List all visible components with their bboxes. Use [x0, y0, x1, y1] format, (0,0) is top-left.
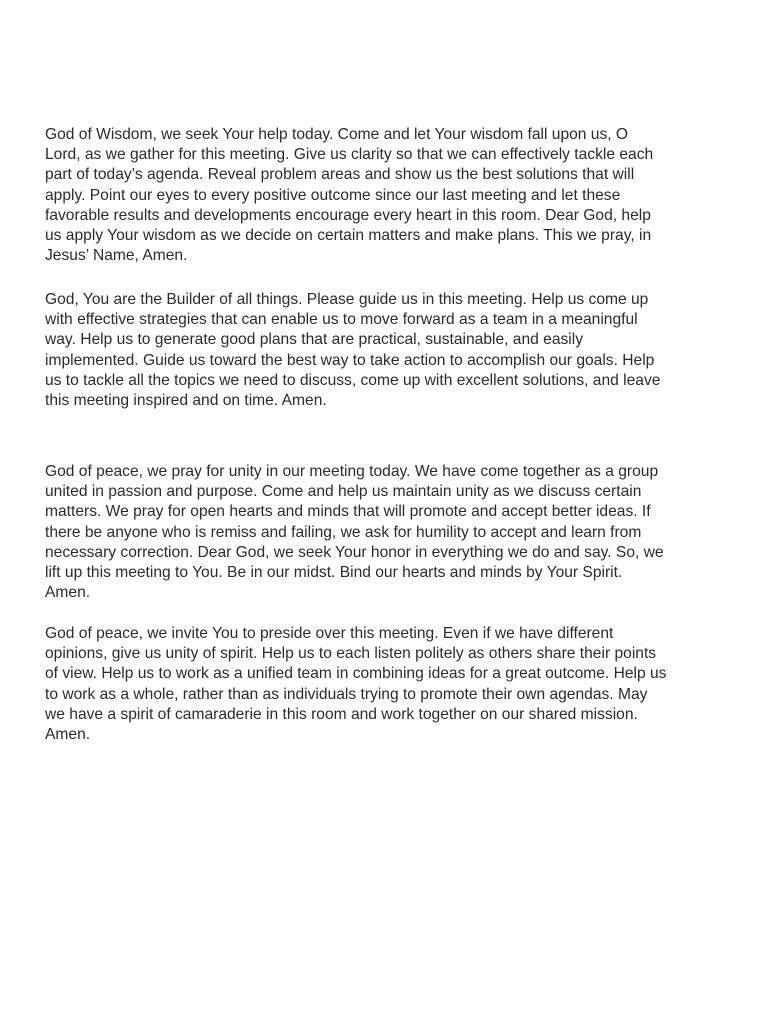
prayer-paragraph-unity: God of peace, we pray for unity in our meeting today. We have come together as a group united in passion and purpose. Come and help us maintain unity as we discuss certain matters. We pray for open hearts and minds that will promote and accept better ideas. If there be anyone who is remiss and failing, we ask for humility to accept and learn from necessary correction. Dear God, we seek Your honor in everything we do and say. So, we lift up this meeting to You. Be in our midst. Bind our hearts and minds by Your Spirit. Amen.: [45, 463, 664, 602]
prayer-paragraph-preside: God of peace, we invite You to preside over this meeting. Even if we have different opinions, give us unity of spirit. Help us to each listen politely as others share their points of view. Help us to work as a unified team in combining ideas for a great outcome. Help us to work as a whole, rather than as individuals trying to promote their own agendas. May we have a spirit of camaraderie in this room and work together on our shared mission. Amen.: [45, 625, 667, 744]
prayer-paragraph-builder: God, You are the Builder of all things. Please guide us in this meeting. Help us come up with effective strategies that can enable us to move forward as a team in a meaningful way. Help us to generate good plans that are practical, sustainable, and easily implemented. Guide us toward the best way to take action to accomplish our goals. Help us to tackle all the topics we need to discuss, come up with excellent solutions, and leave this meeting inspired and on time. Amen.: [45, 291, 661, 410]
prayer-paragraph-wisdom: God of Wisdom, we seek Your help today. Come and let Your wisdom fall upon us, O Lord, as we gather for this meeting. Give us clarity so that we can effectively tackle each part of today’s agenda. Reveal problem areas and show us the best solutions that will apply. Point our eyes to every positive outcome since our last meeting and let these favorable results and developments encourage every heart in this room. Dear God, help us apply Your wisdom as we decide on certain matters and make plans. This we pray, in Jesus’ Name, Amen.: [45, 126, 654, 265]
